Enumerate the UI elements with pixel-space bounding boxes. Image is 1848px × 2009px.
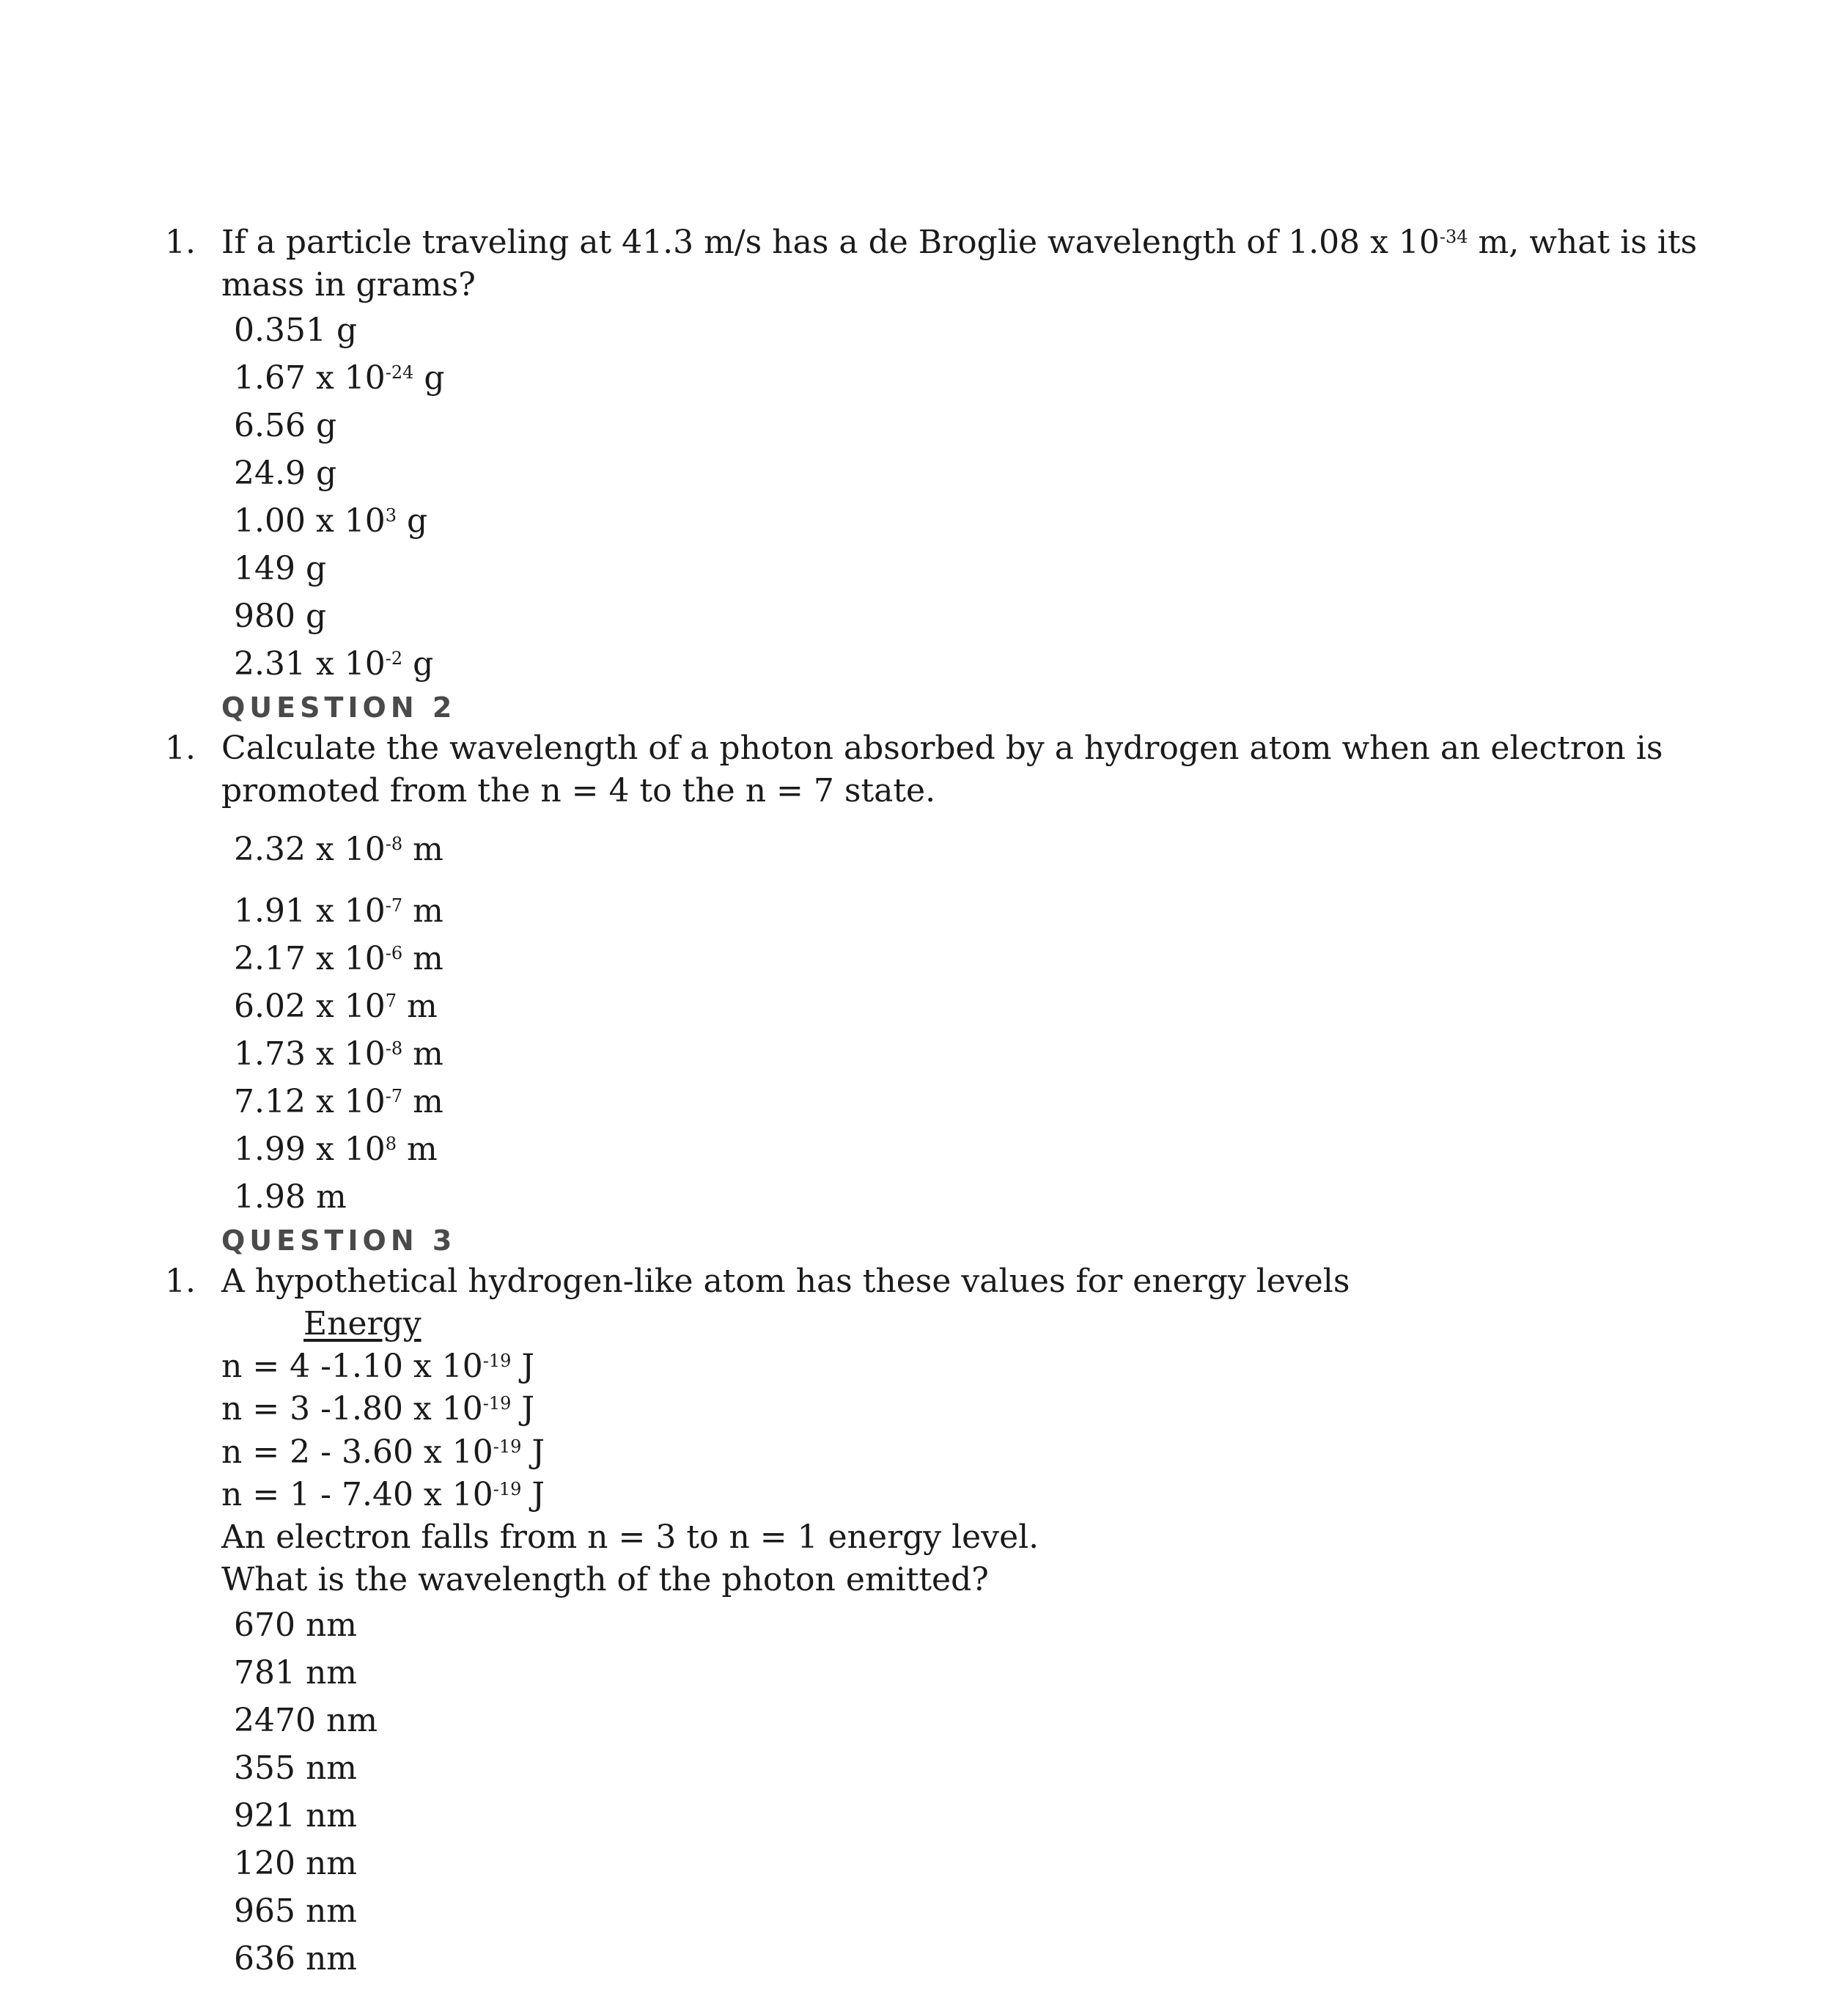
q1-text-line2: mass in grams?: [221, 266, 476, 304]
q2-option: 1.91 x $10^{-7}$ m: [234, 892, 443, 930]
q2-option: 1.98 m: [234, 1178, 347, 1216]
q1-option: 149 g: [234, 550, 327, 587]
q1-option: 6.56 g: [234, 407, 337, 444]
q1-option: 24.9 g: [234, 455, 337, 492]
q1-number: 1.: [165, 224, 196, 261]
energy-level: n = 1 - 7.40 x $10^{-19}$ J: [221, 1476, 545, 1513]
q3-option: 965 nm: [234, 1892, 358, 1930]
energy-level: n = 2 - 3.60 x $10^{-19}$ J: [221, 1433, 545, 1471]
q3-option: 781 nm: [234, 1654, 358, 1692]
q2-heading: QUESTION 2: [221, 691, 457, 724]
q3-option: 921 nm: [234, 1797, 358, 1834]
q2-text-line2: promoted from the n = 4 to the n = 7 state.: [221, 772, 936, 809]
q2-option: 7.12 x $10^{-7}$ m: [234, 1083, 443, 1120]
q3-option: 355 nm: [234, 1749, 358, 1787]
energy-level: n = 4 -1.10 x $10^{-19}$ J: [221, 1348, 535, 1385]
q1-option: 0.351 g: [234, 312, 358, 349]
q2-option: 1.73 x $10^{-8}$ m: [234, 1035, 443, 1073]
energy-level: n = 3 -1.80 x $10^{-19}$ J: [221, 1390, 535, 1428]
q2-option: 6.02 x $10^7$ m: [234, 988, 438, 1025]
q2-option: 1.99 x $10^8$ m: [234, 1131, 438, 1168]
q3-option: 2470 nm: [234, 1702, 378, 1739]
q1-option: 1.67 x $10^{-24}$ g: [234, 359, 445, 397]
q2-number: 1.: [165, 730, 196, 767]
q1-option: 980 g: [234, 598, 327, 635]
q3-option: 636 nm: [234, 1940, 358, 1977]
energy-header: Energy: [303, 1305, 421, 1343]
q3-text-line2: An electron falls from n = 3 to n = 1 energy level.: [221, 1518, 1039, 1556]
q3-number: 1.: [165, 1263, 196, 1300]
q1-option: 1.00 x $10^3$ g: [234, 502, 428, 540]
q3-option: 120 nm: [234, 1845, 358, 1882]
q3-text-line1: A hypothetical hydrogen-like atom has these values for energy levels: [221, 1263, 1350, 1300]
q3-text-line3: What is the wavelength of the photon emitted?: [221, 1561, 989, 1598]
q3-option: 670 nm: [234, 1606, 358, 1644]
q2-option: 2.32 x $10^{-8}$ m: [234, 831, 443, 868]
q3-heading: QUESTION 3: [221, 1224, 457, 1257]
q2-text-line1: Calculate the wavelength of a photon absorbed by a hydrogen atom when an electron is: [221, 730, 1663, 767]
q1-text-line1: If a particle traveling at 41.3 m/s has a de Broglie wavelength of 1.08 x $10^{-34}$ m, what is its: [221, 224, 1698, 261]
q2-option: 2.17 x $10^{-6}$ m: [234, 940, 443, 977]
q1-option: 2.31 x $10^{-2}$ g: [234, 645, 434, 683]
